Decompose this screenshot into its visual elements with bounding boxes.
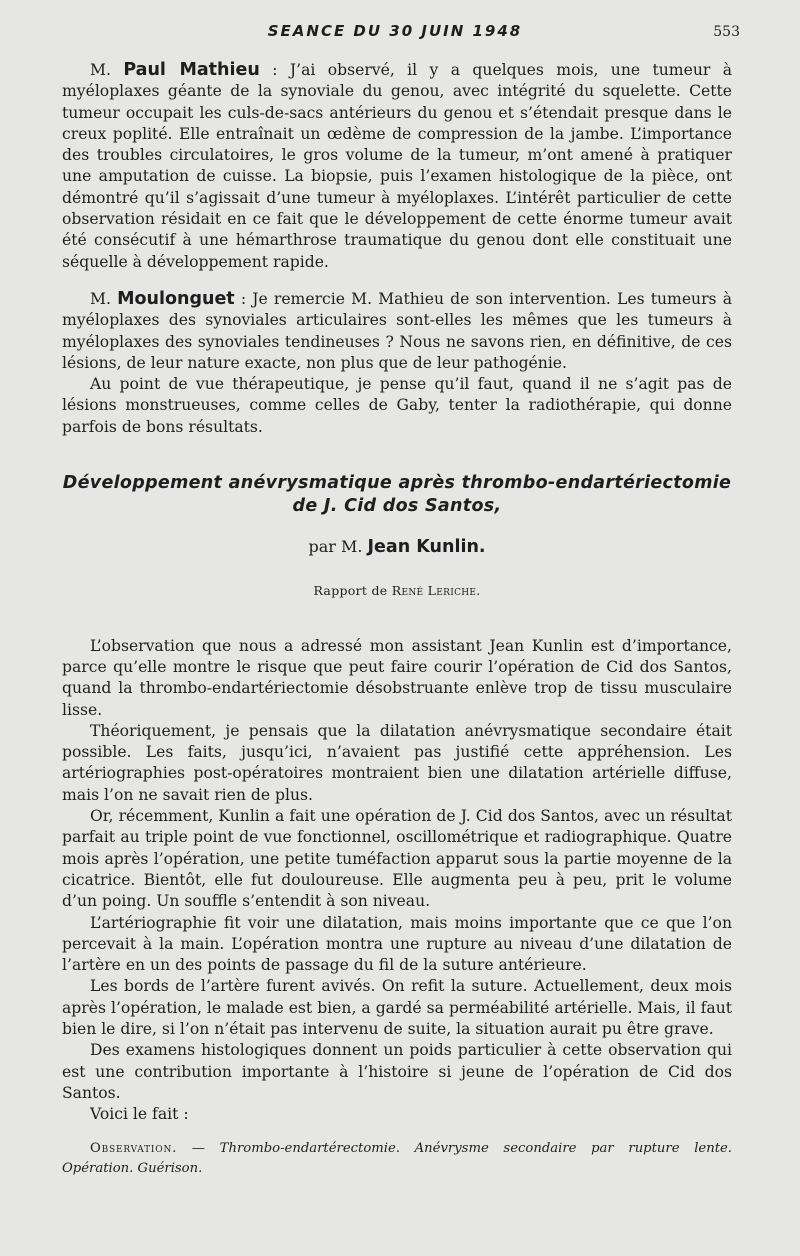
discussion-paragraph-moulonguet [62,289,732,374]
report-suffix: . [476,583,481,599]
article-paragraph: Voici le fait : [90,1105,189,1124]
report-author: René Leriche [391,583,477,599]
speaker-prefix: M. [90,289,118,308]
article-title-line: de J. Cid dos Santos, [292,496,502,517]
paragraph-text: : Je remercie M. Mathieu de son intervention. Les tumeurs à myéloplaxes des synoviales articulaires sont-elles les mêmes que les tumeurs à myéloplaxes des synoviales tendineuses ? Nous ne savons rien, en définitive, de ces lésions, de leur nature exacte, non plus que de leur pathogénie. [62,289,732,372]
byline-prefix: par M. [308,537,368,557]
discussion-paragraph-mathieu [62,60,732,273]
report-line [62,580,732,601]
running-header [62,22,740,46]
article-paragraph: L’artériographie fit voir une dilatation, mais moins importante que ce que l’on percevait à la main. L’opération montra une rupture au niveau d’une dilatation de l’artère en un des points de passage du fil de la suture antérieure. [62,913,732,975]
article-paragraph: Or, récemment, Kunlin a fait une opération de J. Cid dos Santos, avec un résultat parfait au triple point de vue fonctionnel, oscillométrique et radiographique. Quatre mois après l’opération, une petite tuméfaction apparut sous la partie moyenne de la cicatrice. Bientôt, elle fut douloureuse. Elle augmenta peu à peu, prit le volume d’un poing. Un souffle s’entendit à son niveau. [62,807,732,911]
article-paragraph: Des examens histologiques donnent un poids particulier à cette observation qui est une contribution importante à l’histoire si jeune de l’opération de Cid dos Santos. [62,1041,732,1102]
observation-text: Thrombo-endartérectomie. Anévrysme secondaire par rupture lente. Opération. Guérison. [62,1141,733,1177]
article-title [62,472,732,518]
paragraph-text: : J’ai observé, il y a quelques mois, une tumeur à myéloplaxes géante de la synoviale du genou, avec intégrité du squelette. Cette tumeur occupait les culs-de-sacs antérieurs du genou et s’étendait presque dans le creux poplité. Elle entraînait un œdème de compression de la jambe. L’importance des troubles circulatoires, le gros volume de la tumeur, m’ont amené à pratiquer une amputation de cuisse. La biopsie, puis l’examen histologique de la pièce, ont démontré qu’il s’agissait d’une tumeur à myéloplaxes. L’intérêt particulier de cette observation résidait en ce fait que le développement de cette énorme tumeur avait été consécutif à une hémarthrose traumatique du genou dont elle constituait une séquelle à développement rapide. [62,61,733,271]
observation-label: Observation. [90,1141,178,1157]
page-number: 553 [713,24,740,40]
running-title: SEANCE DU 30 JUIN 1948 [267,22,523,40]
speaker-name: Paul Mathieu [123,60,260,80]
discussion-paragraph-therapy: Au point de vue thérapeutique, je pense qu’il faut, quand il ne s’agit pas de lésions monstrueuses, comme celles de Gaby, tenter la radiothérapie, qui donne parfois de bons résultats. [62,375,732,436]
byline [62,536,732,558]
article-paragraph: Théoriquement, je pensais que la dilatation anévrysmatique secondaire était possible. Les faits, jusqu’ici, n’avaient pas justifié cette appréhension. Les artériographies post-opératoires montraient bien une dilatation artérielle diffuse, mais l’on ne savait rien de plus. [62,721,732,804]
article-title-line: Développement anévrysmatique après thrombo-endartériectomie [62,473,732,494]
report-prefix: Rapport de [313,583,392,599]
observation-dash: — [177,1141,220,1157]
article-paragraph: L’observation que nous a adressé mon assistant Jean Kunlin est d’importance, parce qu’elle montre le risque que peut faire courir l’opération de Cid dos Santos, quand la thrombo-endartériectomie désobstruante enlève trop de tissu musculaire lisse. [62,636,732,719]
speaker-name: Moulonguet [117,288,235,309]
byline-author: Jean Kunlin. [367,537,486,558]
page-body [62,60,732,1179]
observation-note [62,1139,732,1179]
speaker-prefix: M. [90,61,124,79]
article-paragraph: Les bords de l’artère furent avivés. On refit la suture. Actuellement, deux mois après l’opération, le malade est bien, a gardé sa perméabilité artérielle. Mais, il faut bien le dire, si l’on n’était pas intervenu de suite, la situation aurait pu être grave. [62,977,732,1038]
